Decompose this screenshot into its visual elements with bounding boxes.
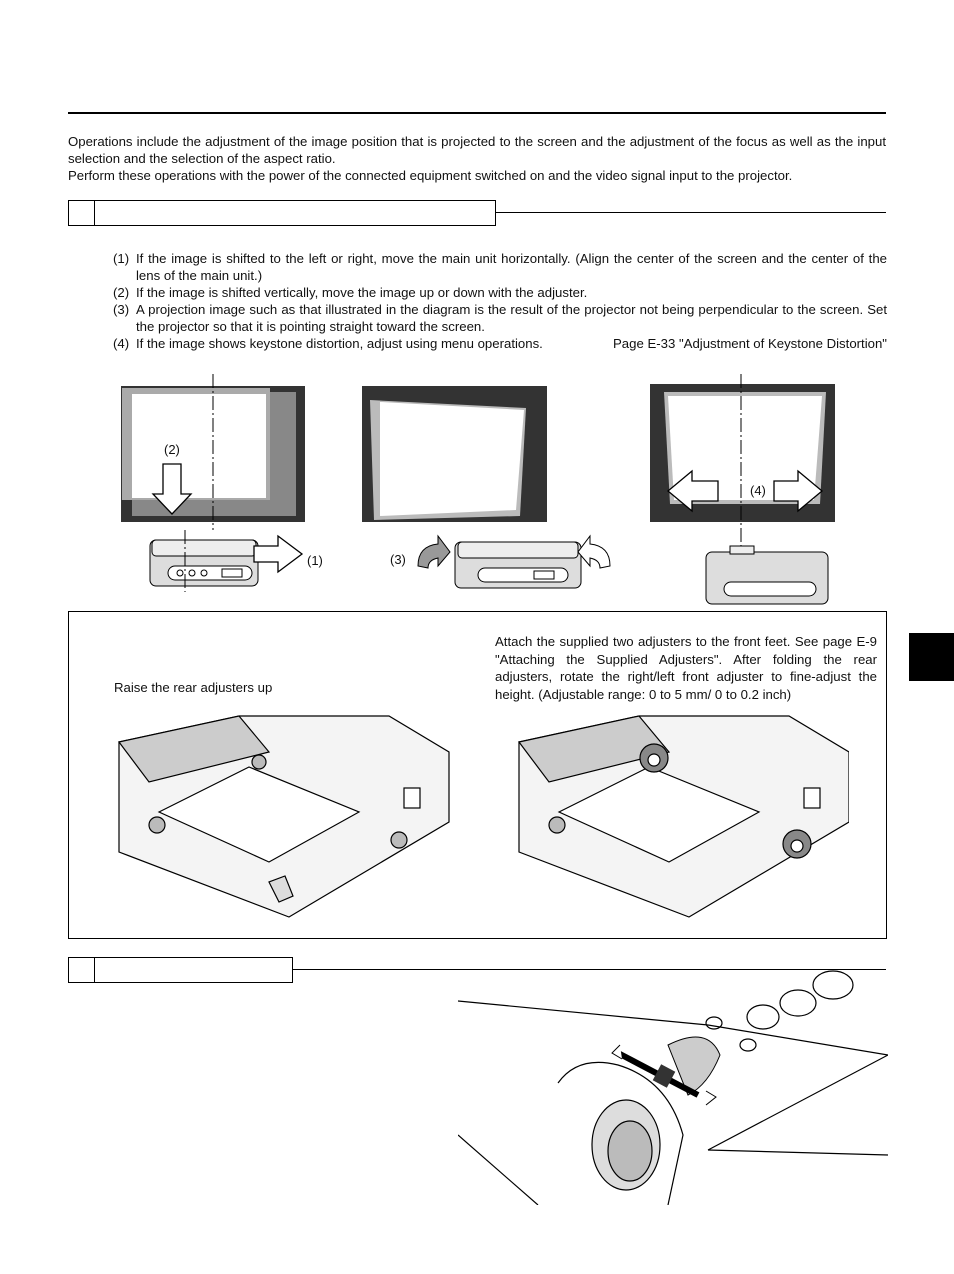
- step-item: [113, 250, 887, 284]
- section-header-line: [496, 212, 886, 213]
- intro-line-1: Operations include the adjustment of the image position that is projected to the screen and the adjustment of the focus as well as the input selection and the selection of the aspect ratio.: [68, 134, 886, 166]
- projector-underside-left: [119, 716, 449, 917]
- step-item: [113, 301, 887, 335]
- section-title-box: [68, 200, 496, 226]
- section-header-position: [68, 200, 886, 226]
- position-figures: [0, 370, 954, 610]
- step-number: (3): [113, 302, 130, 317]
- top-rule: [68, 112, 886, 114]
- figure-label-3: (3): [390, 552, 406, 567]
- rotate-right-icon: [578, 536, 610, 568]
- step-text: A projection image such as that illustrated in the diagram is the result of the projector not being perpendicular to the screen. Set the projector so that it is pointing straight toward the screen.: [136, 302, 887, 334]
- step-item: [113, 284, 887, 301]
- rear-adjusters-text: Raise the rear adjusters up: [114, 680, 273, 695]
- step-text: If the image is shifted to the left or right, move the main unit horizontally. (Align the center of the screen and the center of the lens of the main unit.): [136, 251, 887, 283]
- step-text: If the image shows keystone distortion, adjust using menu operations.: [136, 336, 543, 351]
- page-reference: Page E-33 "Adjustment of Keystone Distortion": [613, 336, 887, 351]
- figure-label-1: (1): [307, 553, 323, 568]
- adjusters-illustration: [109, 712, 849, 928]
- step-number: (1): [113, 251, 130, 266]
- section-title-box: [68, 957, 293, 983]
- projector-icon: [150, 540, 258, 586]
- front-adjusters-text: Attach the supplied two adjusters to the front feet. See page E-9 "Attaching the Supplied Adjusters". After folding the rear adjusters, rotate the right/left front adjuster to fine-adjust the height. (Adjustable range: 0 to 5 mm/ 0 to 0.2 inch): [495, 634, 877, 702]
- step-number: (4): [113, 336, 130, 351]
- steps-list: [113, 250, 887, 352]
- rotate-left-icon: [418, 536, 450, 568]
- figure-label-4: (4): [750, 483, 766, 498]
- section-number-box: [69, 201, 95, 225]
- projector-underside-right: [519, 716, 849, 917]
- arrow-right-icon: [254, 536, 302, 572]
- focus-illustration: [458, 965, 888, 1205]
- figure-keystone-image: [650, 374, 835, 604]
- adjusters-panel: [68, 611, 887, 939]
- intro-text: [68, 133, 886, 184]
- step-item: [113, 335, 887, 352]
- intro-line-2: Perform these operations with the power of the connected equipment switched on and the video signal input to the projector.: [68, 168, 793, 183]
- section-number-box: [69, 958, 95, 982]
- figure-label-2: (2): [164, 442, 180, 457]
- step-text: If the image is shifted vertically, move the image up or down with the adjuster.: [136, 285, 588, 300]
- chapter-tab: [909, 633, 954, 681]
- step-number: (2): [113, 285, 130, 300]
- figure-shifted-image: [121, 374, 305, 592]
